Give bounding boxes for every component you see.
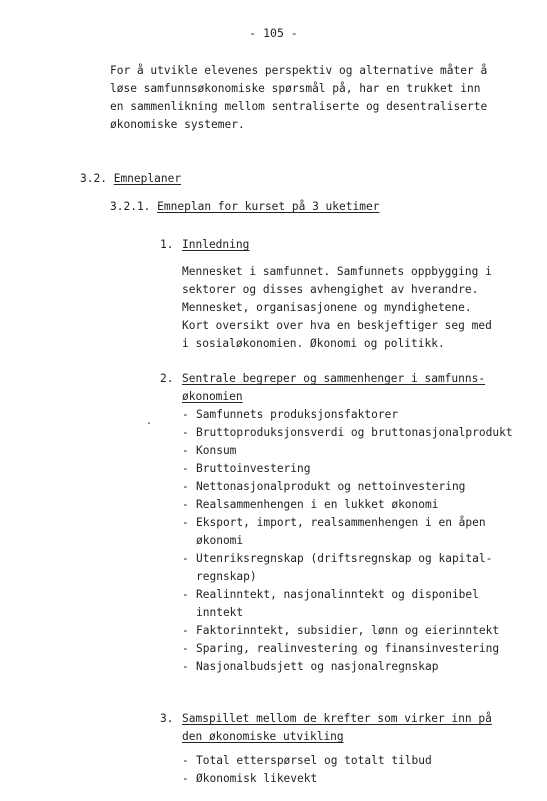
list-item-text: Bruttoinvestering <box>196 462 311 475</box>
paragraph-line: Kort oversikt over hva en beskjeftiger seg med <box>182 319 492 332</box>
list-item-text: Nasjonalbudsjett og nasjonalregnskap <box>196 660 439 673</box>
list-item-text: Realinntekt, nasjonalinntekt og disponibel <box>196 588 479 601</box>
topic-1 <box>160 236 545 353</box>
dash-marker: - <box>182 552 189 565</box>
topic-paragraph <box>160 263 545 353</box>
list-item-text: regnskap) <box>196 570 257 583</box>
dash-marker: - <box>182 462 189 475</box>
section-number: 3.2.1. <box>110 200 151 213</box>
list-item-text: Konsum <box>196 444 237 457</box>
topic-3 <box>160 710 545 788</box>
dash-marker: - <box>182 426 189 439</box>
topic-2 <box>160 370 545 676</box>
section-number: 3.2. <box>80 172 107 185</box>
paragraph-line: i sosialøkonomien. Økonomi og politikk. <box>182 337 445 350</box>
dash-marker: - <box>182 754 189 767</box>
list-item-text: Utenriksregnskap (driftsregnskap og kapital- <box>196 552 493 565</box>
topic-title: Samspillet mellom de krefter som virker inn på <box>182 712 492 725</box>
list-item <box>160 586 545 622</box>
section-title: Emneplaner <box>113 172 182 185</box>
paragraph-line: Mennesket, organisasjonene og myndighetene. <box>182 301 472 314</box>
list-item <box>160 640 545 658</box>
list-item-text: Eksport, import, realsammenhengen i en åpen <box>196 516 486 529</box>
intro-paragraph <box>110 62 530 134</box>
section-3-2-heading <box>80 170 181 188</box>
list-item-text: Økonomisk likevekt <box>196 772 318 785</box>
list-item <box>160 752 545 770</box>
list-item-text: Bruttoproduksjonsverdi og bruttonasjonalprodukt <box>196 426 513 439</box>
list-item <box>160 658 545 676</box>
dash-marker: - <box>182 588 189 601</box>
dash-marker: - <box>182 444 189 457</box>
dash-marker: - <box>182 642 189 655</box>
section-3-2-1-heading <box>110 198 379 216</box>
topic-heading <box>160 370 545 388</box>
list-item-text: Sparing, realinvestering og finansinvestering <box>196 642 500 655</box>
paragraph-line: sektorer og disses avhengighet av hverandre. <box>182 283 479 296</box>
list-item <box>160 550 545 586</box>
list-item-text: Nettonasjonalprodukt og nettoinvestering <box>196 480 466 493</box>
topic-heading <box>160 236 545 254</box>
topic-heading <box>160 710 545 728</box>
list-item-text: inntekt <box>196 606 244 619</box>
dash-marker: - <box>182 660 189 673</box>
topic-bullet-list <box>160 752 545 788</box>
intro-line: en sammenlikning mellom sentraliserte og desentraliserte <box>110 100 488 113</box>
list-item <box>160 770 545 788</box>
list-item <box>160 514 545 550</box>
topic-title: økonomien <box>182 390 243 403</box>
dash-marker: - <box>182 480 189 493</box>
intro-line: økonomiske systemer. <box>110 118 245 131</box>
list-item-text: Samfunnets produksjonsfaktorer <box>196 408 399 421</box>
dash-marker: - <box>182 408 189 421</box>
section-title: Emneplan for kurset på 3 uketimer <box>157 200 380 213</box>
page-number: - 105 - <box>249 26 298 40</box>
list-item-text: Faktorinntekt, subsidier, lønn og eierinntekt <box>196 624 500 637</box>
intro-line: løse samfunnsøkonomiske spørsmål på, har en trukket inn <box>110 82 481 95</box>
list-item <box>160 496 545 514</box>
list-item <box>160 406 545 424</box>
list-item-text: Total etterspørsel og totalt tilbud <box>196 754 432 767</box>
list-item <box>160 478 545 496</box>
topic-title-continuation <box>160 728 545 746</box>
topic-title-continuation <box>160 388 545 406</box>
dash-marker: - <box>182 624 189 637</box>
dash-marker: - <box>182 516 189 529</box>
list-item-text: Realsammenhengen i en lukket økonomi <box>196 498 439 511</box>
topic-title: den økonomiske utvikling <box>182 730 344 743</box>
topic-bullet-list <box>160 406 545 676</box>
topic-title: Sentrale begreper og sammenhenger i samfunns- <box>182 372 486 385</box>
dash-marker: - <box>182 772 189 785</box>
topic-number: 3. <box>160 712 174 725</box>
list-item <box>160 622 545 640</box>
topic-number: 2. <box>160 372 174 385</box>
dash-marker: - <box>182 498 189 511</box>
stray-mark: . <box>146 416 153 427</box>
list-item <box>160 424 545 442</box>
list-item <box>160 460 545 478</box>
list-item-text: økonomi <box>196 534 244 547</box>
intro-line: For å utvikle elevenes perspektiv og alternative måter å <box>110 64 488 77</box>
topic-number: 1. <box>160 238 174 251</box>
topic-title: Innledning <box>182 238 250 251</box>
list-item <box>160 442 545 460</box>
paragraph-line: Mennesket i samfunnet. Samfunnets oppbygging i <box>182 265 492 278</box>
